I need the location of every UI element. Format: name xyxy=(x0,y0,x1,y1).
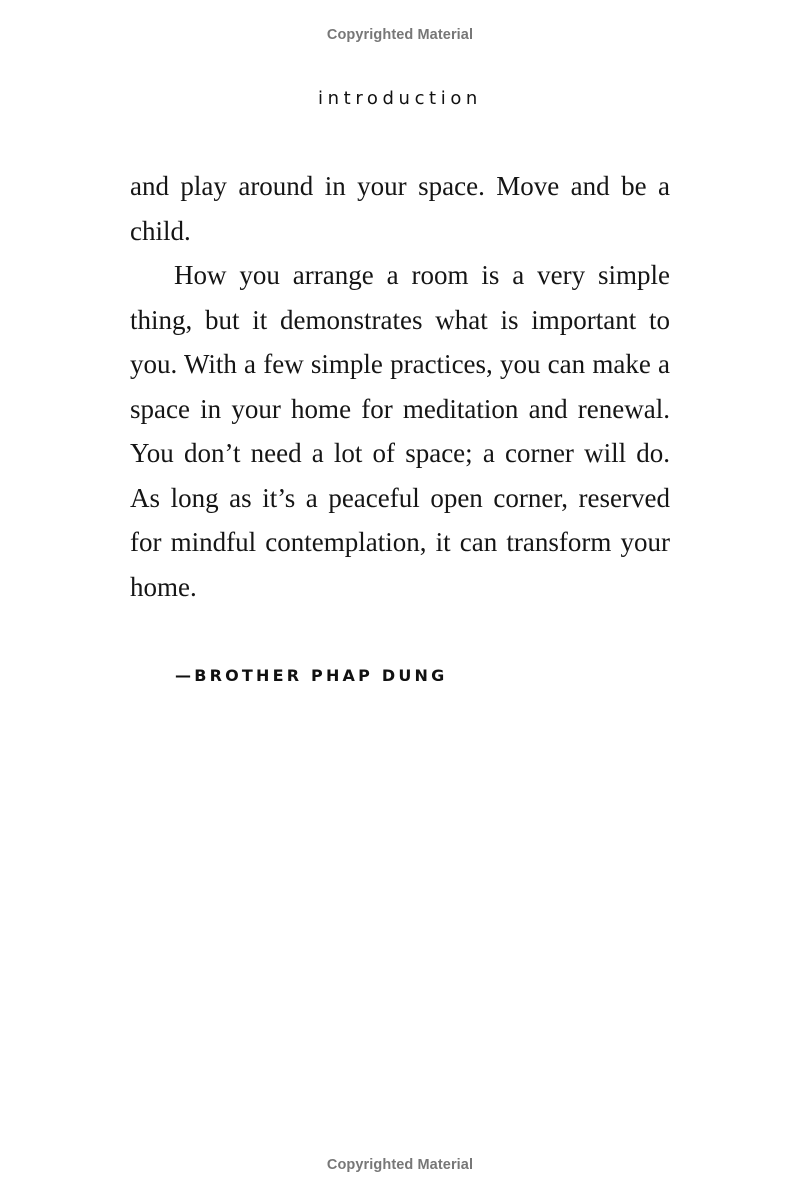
copyright-watermark-top: Copyrighted Material xyxy=(326,27,474,43)
paragraph: How you arrange a room is a very simple thing, but it demonstrates what is important to you. With a few simple practices, you can make a space in your home for meditation and renewal. You don’t need a lot of space; a corner will do. As long as it’s a peaceful open corner, reserved for mindful contemplation, it can transform your home. xyxy=(130,260,670,602)
quote-attribution: —BROTHER PHAP DUNG xyxy=(175,666,448,685)
paragraph-continuation: and play around in your space. Move and be a child. xyxy=(130,171,670,246)
body-text xyxy=(130,164,670,609)
running-head: introduction xyxy=(318,88,482,109)
copyright-watermark-bottom: Copyrighted Material xyxy=(326,1157,474,1173)
